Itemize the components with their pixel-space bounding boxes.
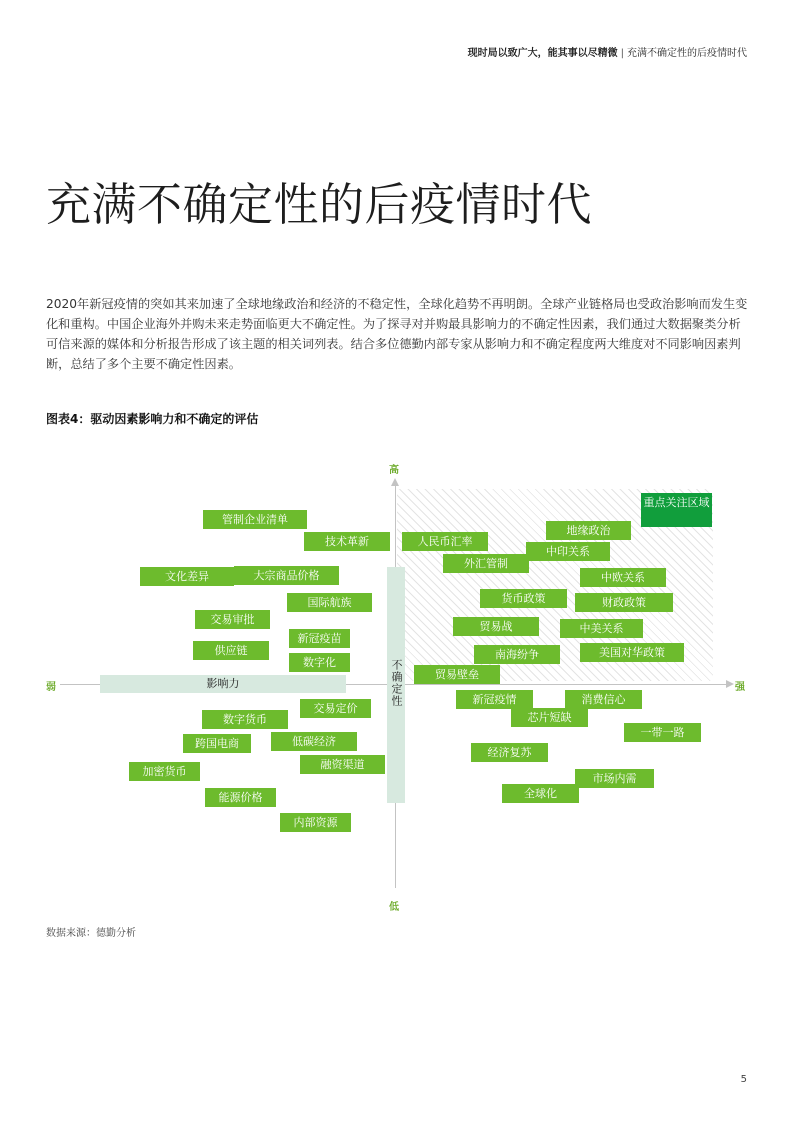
factor-tag: 供应链 xyxy=(193,641,269,660)
factor-tag: 地缘政治 xyxy=(546,521,631,540)
x-axis-high-label: 强 xyxy=(735,682,745,693)
factor-tag: 国际航族 xyxy=(287,593,372,612)
factor-tag: 新冠疫情 xyxy=(456,690,533,709)
factor-tag: 南海纷争 xyxy=(474,645,560,664)
page-number: 5 xyxy=(740,1074,747,1085)
factor-tag: 中欧关系 xyxy=(580,568,666,587)
factor-tag: 贸易战 xyxy=(453,617,539,636)
y-axis-title: 不确定性 xyxy=(390,659,403,707)
factor-tag: 芯片短缺 xyxy=(511,708,588,727)
factor-tag: 文化差异 xyxy=(140,567,234,586)
factor-tag: 人民币汇率 xyxy=(402,532,488,551)
factor-tag: 能源价格 xyxy=(205,788,276,807)
x-axis-arrow-icon xyxy=(726,680,734,688)
factor-tag: 数字货币 xyxy=(202,710,288,729)
y-axis-high-label: 高 xyxy=(389,465,399,476)
factor-tag: 加密货币 xyxy=(129,762,200,781)
y-axis-arrow-icon xyxy=(391,478,399,486)
factor-tag: 融资渠道 xyxy=(300,755,385,774)
y-axis-title-bar xyxy=(387,567,405,803)
y-axis-low-label: 低 xyxy=(389,902,399,913)
page-title: 充满不确定性的后疫情时代 xyxy=(46,178,593,231)
factor-tag: 低碳经济 xyxy=(271,732,357,751)
factor-tag: 新冠疫苗 xyxy=(289,629,350,648)
running-header xyxy=(468,44,747,59)
factor-tag: 贸易壁垒 xyxy=(414,665,500,684)
factor-tag: 中印关系 xyxy=(526,542,610,561)
factor-tag: 经济复苏 xyxy=(471,743,548,762)
header-section-text: 充满不确定性的后疫情时代 xyxy=(627,48,747,59)
factor-tag: 一带一路 xyxy=(624,723,701,742)
focus-region-label: 重点关注区域 xyxy=(641,493,712,527)
factor-tag: 技术革新 xyxy=(304,532,390,551)
factor-tag: 数字化 xyxy=(289,653,350,672)
factor-tag: 交易定价 xyxy=(300,699,371,718)
factor-tag: 外汇管制 xyxy=(443,554,529,573)
factor-tag: 市场内需 xyxy=(575,769,654,788)
intro-paragraph: 2020年新冠疫情的突如其来加速了全球地缘政治和经济的不稳定性，全球化趋势不再明朗。全球产业链格局也受政治影响而发生变化和重构。中国企业海外并购未来走势面临更大不确定性。为了探寻对并购最具影响力的不确定性因素，我们通过大数据聚类分析可信来源的媒体和分析报告形成了该主题的相关词列表。结合多位德勤内部专家从影响力和不确定程度两大维度对不同影响因素判断，总结了多个主要不确定性因素。 xyxy=(46,297,748,371)
factor-tag: 内部资源 xyxy=(280,813,351,832)
header-bold-text: 现时局以致广大，能其事以尽精微 xyxy=(467,48,618,59)
factor-tag: 财政政策 xyxy=(575,593,673,612)
factor-tag: 中美关系 xyxy=(560,619,643,638)
factor-tag: 跨国电商 xyxy=(183,734,251,753)
factor-tag: 大宗商品价格 xyxy=(234,566,339,585)
factor-tag: 全球化 xyxy=(502,784,579,803)
x-axis-title-bar: 影响力 xyxy=(100,675,346,693)
header-separator: | xyxy=(620,48,624,59)
data-source-note: 数据来源：德勤分析 xyxy=(46,928,136,939)
factor-tag: 美国对华政策 xyxy=(580,643,684,662)
figure-title: 图表4：驱动因素影响力和不确定的评估 xyxy=(46,412,259,426)
x-axis-low-label: 弱 xyxy=(46,682,56,693)
factor-tag: 管制企业清单 xyxy=(203,510,307,529)
factor-tag: 消费信心 xyxy=(565,690,642,709)
factor-tag: 交易审批 xyxy=(195,610,270,629)
factor-tag: 货币政策 xyxy=(480,589,567,608)
